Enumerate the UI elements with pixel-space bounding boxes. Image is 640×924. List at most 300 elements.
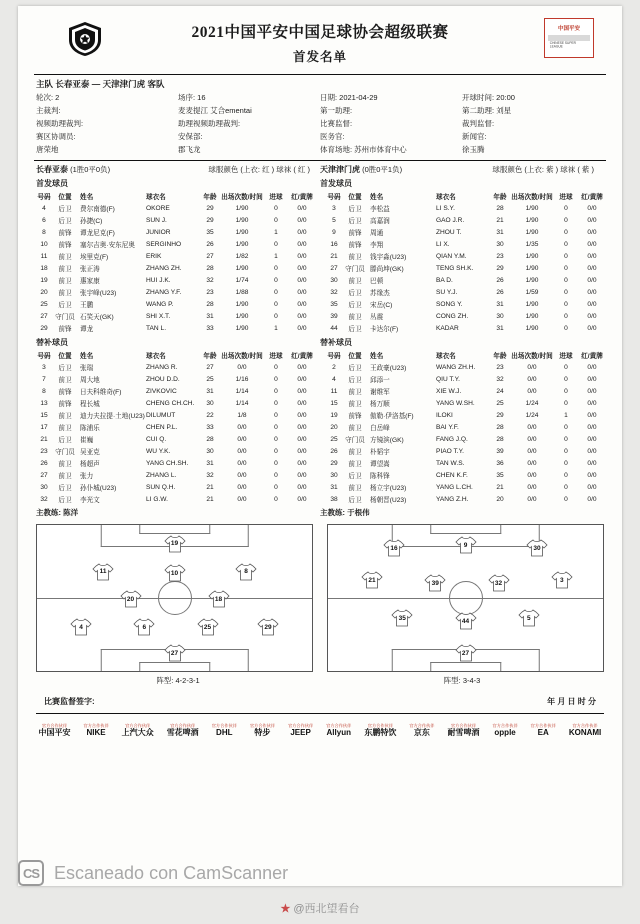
cell-shirt-home: CHEN P.L. <box>146 423 178 431</box>
cell-name-away: 陈科锋 <box>370 473 390 480</box>
doctor-label: 医务官: <box>320 132 345 141</box>
league-logo-line2: CHINESE SUPER LEAGUE <box>549 40 576 49</box>
cell-age-away: 29 <box>496 264 504 272</box>
table-row <box>36 493 606 505</box>
col-app-home: 出场次数/时间 <box>221 194 263 201</box>
table-row <box>36 445 606 457</box>
cell-num-away: 32 <box>330 288 338 296</box>
away-team-name: 天津津门虎 <box>320 165 360 174</box>
cell-goal-away: 0 <box>564 324 568 332</box>
sponsor-tier-label: 官方合作伙伴 <box>367 723 393 728</box>
table-row <box>36 481 606 493</box>
cell-app-home: 1/90 <box>235 312 249 320</box>
cell-shirt-away: FANG J.Q. <box>436 435 468 443</box>
cell-shirt-away: PIAO T.Y. <box>436 447 464 455</box>
cell-name-home: 崔巍 <box>80 437 94 444</box>
cell-gap <box>316 445 326 457</box>
cell-num-away: 3 <box>332 204 336 212</box>
cell-name-home: 日夫科维奇(F) <box>80 389 122 396</box>
cell-goal-home: 0 <box>274 363 278 371</box>
ar1-label: 第一助理: <box>320 106 353 115</box>
subs-table-wrap <box>18 349 622 505</box>
sponsor-logo-4 <box>212 724 237 737</box>
cell-app-home: 1/90 <box>235 240 249 248</box>
cell-name-home: 王鹏 <box>80 302 94 309</box>
sponsor-logo-6 <box>288 724 313 737</box>
cell-app-home: 1/90 <box>235 204 249 212</box>
cell-goal-away: 0 <box>564 435 568 443</box>
cell-num-home: 8 <box>42 228 46 236</box>
cell-app-away: 1/24 <box>525 399 539 407</box>
cell-gap <box>316 385 326 397</box>
cell-age-home: 30 <box>206 399 214 407</box>
cell-name-home: 程长城 <box>80 401 100 408</box>
cell-shirt-away: ZHOU T. <box>436 228 462 236</box>
cell-num-home: 17 <box>40 423 48 431</box>
pitch-shirt-32 <box>488 573 510 593</box>
cell-pos-away: 前锋 <box>348 230 362 237</box>
col-goal-away-subs: 进球 <box>559 353 573 360</box>
cell-num-home: 21 <box>40 435 48 443</box>
cell-shirt-home: SUN Q.H. <box>146 483 176 491</box>
cell-name-home: 孙捷(C) <box>80 218 103 225</box>
col-gap-subs <box>316 349 326 361</box>
cell-num-home: 13 <box>40 399 48 407</box>
cell-gap <box>316 214 326 226</box>
cell-name-away: 傲勒·伊洛基(F) <box>370 413 414 420</box>
pitch-shirt-number: 8 <box>244 568 248 576</box>
cell-card-home: 0/0 <box>297 411 307 419</box>
cell-shirt-away: WANG ZH.H. <box>436 363 476 371</box>
cell-age-home: 31 <box>206 312 214 320</box>
pitch-shirt-9 <box>455 535 477 555</box>
cell-goal-home: 1 <box>274 324 278 332</box>
table-row <box>36 457 606 469</box>
sponsor-mark: EA <box>537 727 549 737</box>
home-formation-label: 阵型: 4-2-3-1 <box>156 676 200 685</box>
cell-name-away: 王政豪(U23) <box>370 365 407 372</box>
pitch-shirt-number: 4 <box>79 623 83 631</box>
cell-pos-away: 后卫 <box>348 497 362 504</box>
cell-gap <box>316 457 326 469</box>
cell-shirt-away: ILOKI <box>436 411 453 419</box>
camscanner-watermark <box>0 856 640 890</box>
cell-num-away: 4 <box>332 375 336 383</box>
cell-age-away: 30 <box>496 312 504 320</box>
cell-gap <box>316 262 326 274</box>
col-num-home-subs: 号码 <box>37 353 51 360</box>
cell-age-home: 32 <box>206 471 214 479</box>
cell-app-home: 1/90 <box>235 228 249 236</box>
league-logo-line1: 中国平安 <box>557 25 580 32</box>
table-row <box>36 433 606 445</box>
away-subs-label: 替补球员 <box>320 338 352 347</box>
cell-name-home: 谭龙尼克(F) <box>80 230 115 237</box>
cell-gap <box>316 433 326 445</box>
cell-card-away: 0/0 <box>587 447 597 455</box>
cell-name-away: 杨立宇(U23) <box>370 485 407 492</box>
cell-pos-away: 守门员 <box>345 437 365 444</box>
cell-card-home: 0/0 <box>297 435 307 443</box>
cell-pos-away: 前卫 <box>348 254 362 261</box>
cell-app-away: 1/90 <box>525 216 539 224</box>
cell-name-away: 钱宇淼(U23) <box>370 254 407 261</box>
col-num-away: 号码 <box>327 194 341 201</box>
sponsor-mark: 京东 <box>413 727 430 737</box>
cell-pos-away: 后卫 <box>348 206 362 213</box>
cell-age-home: 21 <box>206 495 214 503</box>
cell-app-away: 0/0 <box>527 459 537 467</box>
cell-gap <box>316 322 326 334</box>
cell-goal-home: 0 <box>274 423 278 431</box>
cell-age-home: 30 <box>206 447 214 455</box>
cell-num-home: 10 <box>40 240 48 248</box>
cell-card-home: 0/0 <box>297 423 307 431</box>
sponsor-logo-7 <box>326 724 351 737</box>
cell-card-home: 0/0 <box>297 216 307 224</box>
cell-age-home: 28 <box>206 264 214 272</box>
cell-goal-home: 0 <box>274 447 278 455</box>
home-team-header <box>36 164 320 175</box>
sponsor-logo-9 <box>409 724 434 737</box>
cell-pos-home: 前卫 <box>58 473 72 480</box>
formation-diagrams <box>18 518 622 672</box>
pitch-shirt-6 <box>133 617 155 637</box>
cell-app-away: 1/90 <box>525 324 539 332</box>
cell-age-away: 28 <box>496 204 504 212</box>
cell-age-away: 23 <box>496 363 504 371</box>
kickoff-label: 开球时间: 20:00 <box>462 93 515 102</box>
col-age-away-subs: 年龄 <box>493 353 507 360</box>
weibo-handle: @西北望看台 <box>293 903 360 915</box>
cell-app-away: 0/0 <box>527 423 537 431</box>
cell-num-home: 25 <box>40 300 48 308</box>
home-team-record: (1胜0平0负) <box>70 165 111 174</box>
sponsor-tier-label: 官方合作伙伴 <box>326 723 352 728</box>
pitch-shirt-number: 44 <box>461 617 470 625</box>
pitch-shirt-8 <box>235 562 257 582</box>
col-age-home: 年龄 <box>203 194 217 201</box>
cell-goal-away: 0 <box>564 399 568 407</box>
cell-age-home: 21 <box>206 483 214 491</box>
cell-card-home: 0/0 <box>297 204 307 212</box>
cell-goal-home: 0 <box>274 312 278 320</box>
cell-num-away: 30 <box>330 276 338 284</box>
cell-pos-home: 前锋 <box>58 230 72 237</box>
cell-num-away: 39 <box>330 312 338 320</box>
cell-pos-home: 后卫 <box>58 365 72 372</box>
table-row <box>36 286 606 298</box>
cell-shirt-home: ZHOU D.D. <box>146 375 180 383</box>
cell-card-away: 0/0 <box>587 411 597 419</box>
signature-date-fields: 年 月 日 时 分 <box>547 697 596 706</box>
home-pitch-goalbox-top <box>139 525 211 534</box>
cell-pos-home: 前卫 <box>58 254 72 261</box>
cell-name-home: 李光文 <box>80 497 100 504</box>
cell-shirt-home: ZHANG R. <box>146 363 178 371</box>
sponsor-tier-label: 官方合作伙伴 <box>211 723 237 728</box>
cell-goal-away: 0 <box>564 216 568 224</box>
cell-gap <box>316 274 326 286</box>
cell-goal-home: 0 <box>274 435 278 443</box>
cell-goal-away: 0 <box>564 264 568 272</box>
round-label: 轮次: 2 <box>36 93 60 102</box>
cell-pos-away: 前卫 <box>348 278 362 285</box>
cell-shirt-home: ZIVKOVIC <box>146 387 177 395</box>
sponsor-tier-label: 官方合作伙伴 <box>492 723 518 728</box>
cell-goal-away: 0 <box>564 447 568 455</box>
pitch-shirt-number: 35 <box>398 614 406 622</box>
cell-age-home: 25 <box>206 375 214 383</box>
cell-name-away: 苏缘杰 <box>370 290 390 297</box>
cell-shirt-away: KADAR <box>436 324 459 332</box>
cell-num-away: 30 <box>330 471 338 479</box>
cell-card-away: 0/0 <box>587 495 597 503</box>
sponsor-row <box>18 714 622 737</box>
cell-num-home: 32 <box>40 495 48 503</box>
cell-age-home: 28 <box>206 300 214 308</box>
pitch-shirt-39 <box>424 573 446 593</box>
cell-goal-home: 0 <box>274 276 278 284</box>
cell-pos-away: 后卫 <box>348 218 362 225</box>
cell-card-home: 0/0 <box>297 300 307 308</box>
cell-shirt-home: SUN J. <box>146 216 167 224</box>
cell-age-away: 25 <box>496 399 504 407</box>
cell-card-away: 0/0 <box>587 252 597 260</box>
pitch-shirt-number: 30 <box>533 544 541 552</box>
cell-num-away: 16 <box>330 240 338 248</box>
cell-num-away: 19 <box>330 411 338 419</box>
cell-card-away: 0/0 <box>587 216 597 224</box>
officials-row2 <box>36 117 604 130</box>
sponsor-tier-label: 官方合作伙伴 <box>572 723 598 728</box>
cell-card-away: 0/0 <box>587 288 597 296</box>
cell-app-home: 0/0 <box>237 483 247 491</box>
cell-pos-home: 后卫 <box>58 302 72 309</box>
cell-pos-home: 前锋 <box>58 326 72 333</box>
pitch-shirt-27 <box>455 643 477 663</box>
home-subs-label: 替补球员 <box>36 338 68 347</box>
team-headers <box>18 164 622 175</box>
cell-num-away: 31 <box>330 483 338 491</box>
sponsor-logo-8 <box>364 724 396 737</box>
table-row <box>36 238 606 250</box>
pitch-shirt-number: 29 <box>264 623 272 631</box>
cell-name-away: 杨万顺 <box>370 401 390 408</box>
cell-goal-home: 0 <box>274 288 278 296</box>
sponsor-logo-11 <box>493 724 518 737</box>
cell-pos-home: 后卫 <box>58 437 72 444</box>
cell-goal-away: 0 <box>564 375 568 383</box>
cell-age-away: 31 <box>496 324 504 332</box>
cell-app-away: 0/0 <box>527 387 537 395</box>
cell-card-home: 0/0 <box>297 387 307 395</box>
cell-gap <box>316 493 326 505</box>
pitch-shirt-number: 27 <box>170 649 179 657</box>
camscanner-text: Escaneado con CamScanner <box>54 862 289 883</box>
cell-num-home: 11 <box>40 252 48 260</box>
cell-age-home: 29 <box>206 216 214 224</box>
col-pos-away: 位置 <box>348 194 362 201</box>
cell-card-home: 0/0 <box>297 399 307 407</box>
table-row <box>36 409 606 421</box>
cell-goal-home: 0 <box>274 483 278 491</box>
cell-gap <box>316 238 326 250</box>
cell-pos-away: 守门员 <box>345 266 365 273</box>
table-row <box>36 469 606 481</box>
cell-age-away: 29 <box>496 411 504 419</box>
pitch-shirt-number: 11 <box>99 568 107 576</box>
cell-num-away: 9 <box>332 228 336 236</box>
cell-shirt-home: YANG CH.SH. <box>146 459 189 467</box>
cell-gap <box>316 481 326 493</box>
cell-app-away: 0/0 <box>527 447 537 455</box>
cell-card-home: 0/0 <box>297 288 307 296</box>
referee-supervisor-label: 裁判监督: <box>462 119 495 128</box>
cell-goal-away: 0 <box>564 228 568 236</box>
away-pitch-goalbox-top <box>430 525 502 534</box>
cell-pos-home: 前锋 <box>58 242 72 249</box>
cell-shirt-home: SHI X.T. <box>146 312 171 320</box>
sponsor-tier-label: 官方合作伙伴 <box>170 723 196 728</box>
pitch-shirt-number: 27 <box>461 649 470 657</box>
pitch-shirt-20 <box>120 589 142 609</box>
signature-row <box>18 686 622 707</box>
cell-goal-away: 0 <box>564 288 568 296</box>
table-row <box>36 202 606 214</box>
cell-shirt-away: XIE W.J. <box>436 387 462 395</box>
cell-name-home: 吴亚克 <box>80 449 100 456</box>
sponsor-logo-2 <box>122 724 154 737</box>
cell-name-away: 白岳峰 <box>370 425 390 432</box>
cell-pos-away: 后卫 <box>348 290 362 297</box>
table-row <box>36 310 606 322</box>
cell-pos-home: 前锋 <box>58 389 72 396</box>
pitch-shirt-number: 18 <box>214 595 223 603</box>
sponsor-tier-label: 官方合作伙伴 <box>41 723 68 728</box>
weibo-icon: ★ <box>280 903 291 915</box>
cell-pos-home: 前卫 <box>58 290 72 297</box>
cell-num-away: 11 <box>330 387 338 395</box>
subs-table <box>36 349 606 505</box>
cell-pos-home: 前卫 <box>58 278 72 285</box>
cell-card-home: 0/0 <box>297 228 307 236</box>
col-shirt-away-subs: 球衣名 <box>436 353 456 360</box>
cell-num-home: 30 <box>40 483 48 491</box>
cell-name-home: 张力 <box>80 473 94 480</box>
cell-card-away: 0/0 <box>587 276 597 284</box>
cell-goal-home: 0 <box>274 495 278 503</box>
cell-goal-away: 0 <box>564 204 568 212</box>
col-pos-home-subs: 位置 <box>58 353 72 360</box>
cell-shirt-away: TAN W.S. <box>436 459 465 467</box>
officials-row3 <box>36 130 604 143</box>
cell-pos-away: 前卫 <box>348 389 362 396</box>
table-row <box>36 226 606 238</box>
away-team-record: (0胜0平1负) <box>362 165 403 174</box>
cell-app-away: 0/0 <box>527 495 537 503</box>
subs-section-labels <box>18 334 622 349</box>
cell-app-away: 0/0 <box>527 471 537 479</box>
sponsor-tier-label: 官方合作伙伴 <box>530 723 556 728</box>
cell-age-home: 29 <box>206 204 214 212</box>
col-app-away-subs: 出场次数/时间 <box>511 353 553 360</box>
cell-card-away: 0/0 <box>587 240 597 248</box>
cell-goal-away: 0 <box>564 312 568 320</box>
col-name-home-subs: 姓名 <box>80 353 94 360</box>
cell-app-home: 1/14 <box>235 387 249 395</box>
cell-name-home: 惠家康 <box>80 278 100 285</box>
cell-card-away: 0/0 <box>587 471 597 479</box>
cell-shirt-home: DILUMUT <box>146 411 176 419</box>
cell-app-home: 0/0 <box>237 459 247 467</box>
cell-name-home: 周大地 <box>80 377 100 384</box>
cell-app-away: 0/0 <box>527 363 537 371</box>
cell-pos-home: 前卫 <box>58 413 72 420</box>
ar1-name: 唐荣地 <box>36 145 59 154</box>
sponsor-mark: 上汽大众 <box>121 727 154 737</box>
cell-pos-home: 守门员 <box>55 314 75 321</box>
cell-name-away: 李翔 <box>370 242 384 249</box>
var-label: 视频助理裁判: <box>36 119 84 128</box>
cell-shirt-home: WU Y.K. <box>146 447 171 455</box>
home-coach: 主教练: 陈洋 <box>36 508 79 517</box>
cell-app-home: 0/0 <box>237 435 247 443</box>
cell-name-away: 周通 <box>370 230 384 237</box>
cell-name-away: 方镜滨(GK) <box>370 437 404 444</box>
venue-order-label: 场序: 16 <box>178 93 206 102</box>
home-pitch-center-circle <box>158 581 192 615</box>
cell-num-home: 6 <box>42 216 46 224</box>
starters-column-headers <box>36 190 606 202</box>
cell-num-home: 19 <box>40 276 48 284</box>
table-row <box>36 385 606 397</box>
cell-goal-away: 0 <box>564 300 568 308</box>
cell-name-home: 陈浦乐 <box>80 425 100 432</box>
cell-shirt-home: TAN L. <box>146 324 167 332</box>
match-meta-row1 <box>36 91 604 104</box>
cell-shirt-home: ZHANG ZH. <box>146 264 182 272</box>
cell-name-away: 谭望嵩 <box>370 461 390 468</box>
cell-age-home: 23 <box>206 288 214 296</box>
cell-app-away: 1/90 <box>525 228 539 236</box>
cell-goal-home: 0 <box>274 216 278 224</box>
pitch-shirt-21 <box>361 570 383 590</box>
cell-name-home: 费尔南德(F) <box>80 206 115 213</box>
cell-age-away: 30 <box>496 240 504 248</box>
cell-app-away: 1/35 <box>525 240 539 248</box>
table-row <box>36 274 606 286</box>
cell-shirt-away: SONG Y. <box>436 300 463 308</box>
cell-num-home: 20 <box>40 288 48 296</box>
cell-num-away: 20 <box>330 423 338 431</box>
table-row <box>36 262 606 274</box>
cell-app-away: 1/90 <box>525 204 539 212</box>
sponsor-tier-label: 官方合作伙伴 <box>83 723 109 728</box>
pitch-shirt-number: 21 <box>368 576 376 584</box>
cell-goal-home: 1 <box>274 252 278 260</box>
cell-shirt-home: ZHANG L. <box>146 471 177 479</box>
cell-goal-away: 0 <box>564 483 568 491</box>
sponsor-mark: 雪花啤酒 <box>166 727 199 737</box>
ar2-field <box>462 104 604 117</box>
cell-num-away: 44 <box>330 324 338 332</box>
referee-name: 麦麦提江 艾合ementai <box>178 106 252 115</box>
cell-age-away: 21 <box>496 483 504 491</box>
pitch-shirt-number: 20 <box>126 595 135 603</box>
pitch-shirt-16 <box>383 538 405 558</box>
cell-pos-away: 后卫 <box>348 365 362 372</box>
